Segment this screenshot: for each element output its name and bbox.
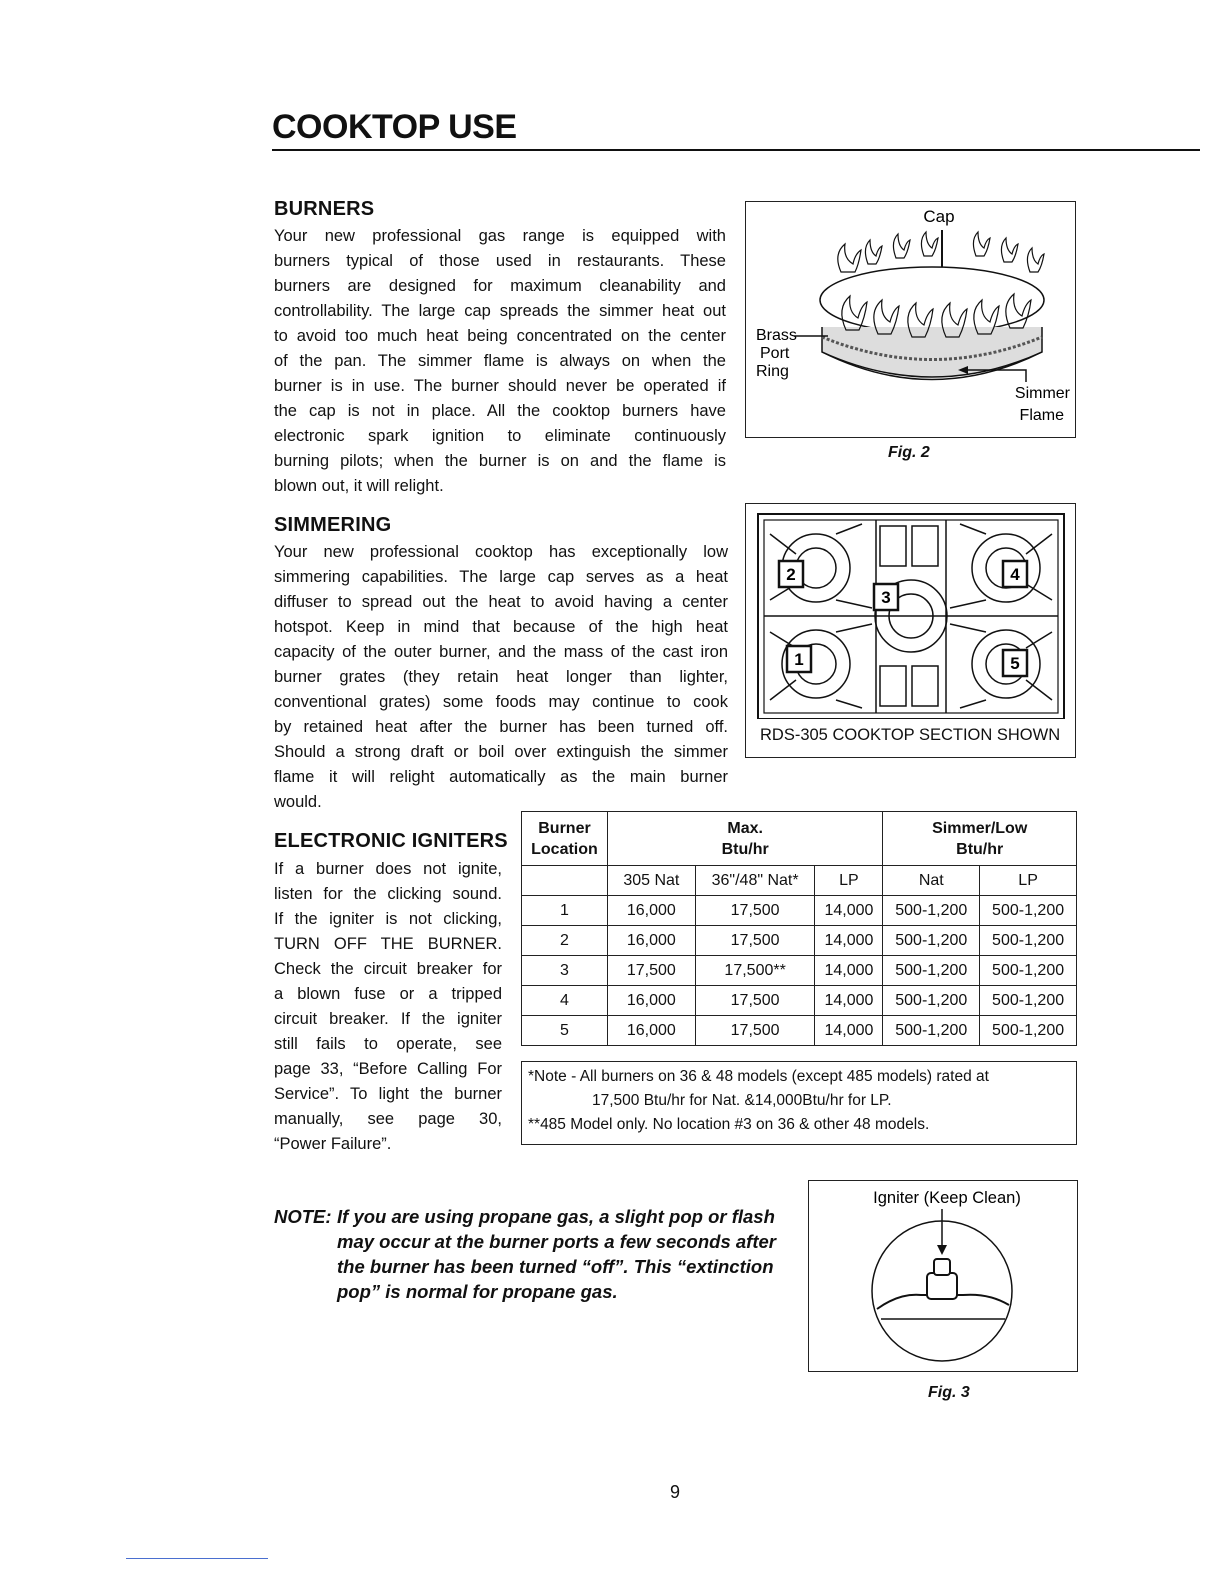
table-cell: Nat bbox=[883, 866, 980, 896]
table-cell: 14,000 bbox=[815, 986, 883, 1016]
table-row bbox=[522, 1016, 1077, 1046]
table-cell: 3 bbox=[522, 956, 608, 986]
text-line: conventional grates) some foods may continue to cook bbox=[274, 693, 728, 711]
burners-heading: BURNERS bbox=[274, 198, 375, 220]
cooktop-caption: RDS-305 COOKTOP SECTION SHOWN bbox=[760, 726, 1061, 744]
table-cell: 2 bbox=[522, 926, 608, 956]
text-line: would. bbox=[274, 793, 322, 811]
burner-5-number: 5 bbox=[1010, 654, 1020, 673]
table-row bbox=[522, 896, 1077, 926]
burner-diagram bbox=[745, 201, 1076, 438]
table-cell: 16,000 bbox=[607, 926, 695, 956]
burner-1-number: 1 bbox=[794, 650, 804, 669]
text-line: controllability. The large cap spreads the simmer heat out bbox=[274, 302, 726, 320]
footer-rule bbox=[126, 1558, 268, 1559]
flame-icon bbox=[838, 244, 861, 272]
title-rule bbox=[272, 149, 1200, 151]
text-line: a blown fuse or a tripped bbox=[274, 985, 502, 1003]
fig3-caption: Fig. 3 bbox=[928, 1384, 970, 1401]
text-line: circuit breaker. If the igniter bbox=[274, 1010, 502, 1028]
propane-note-label: NOTE: bbox=[274, 1206, 332, 1227]
table-row bbox=[522, 956, 1077, 986]
table-cell: 500-1,200 bbox=[980, 986, 1077, 1016]
text-line: Your new professional cooktop has exceptionally low bbox=[274, 543, 728, 561]
footnote-line: 17,500 Btu/hr for Nat. &14,000Btu/hr for LP. bbox=[592, 1092, 892, 1109]
igniter-body bbox=[927, 1273, 957, 1299]
text-line: “Power Failure”. bbox=[274, 1135, 392, 1153]
table-cell: 500-1,200 bbox=[883, 926, 980, 956]
igniter-diagram bbox=[808, 1180, 1078, 1372]
text-line: If a burner does not ignite, bbox=[274, 860, 502, 878]
text-line: simmering capabilities. The large cap serves as a heat bbox=[274, 568, 728, 586]
flame-icon bbox=[1001, 238, 1018, 262]
table-cell: 500-1,200 bbox=[980, 896, 1077, 926]
table-cell: 36"/48" Nat* bbox=[695, 866, 815, 896]
propane-note bbox=[337, 1204, 777, 1304]
table-cell: 16,000 bbox=[607, 986, 695, 1016]
text-line: listen for the clicking sound. bbox=[274, 885, 502, 903]
location-header: Burner Location bbox=[522, 812, 608, 866]
table-cell: 14,000 bbox=[815, 896, 883, 926]
text-line: TURN OFF THE BURNER. bbox=[274, 935, 502, 953]
text-line: the cap is not in place. All the cooktop burners have bbox=[274, 402, 726, 420]
table-cell: 14,000 bbox=[815, 926, 883, 956]
text-line: of the pan. The simmer flame is always on when the bbox=[274, 352, 726, 370]
text-line: to avoid too much heat being concentrated on the center bbox=[274, 327, 726, 345]
text-line: Service”. To light the burner bbox=[274, 1085, 502, 1103]
table-cell: 500-1,200 bbox=[883, 1016, 980, 1046]
table-cell: 500-1,200 bbox=[980, 1016, 1077, 1046]
flame-icon bbox=[973, 232, 990, 256]
table-cell: 500-1,200 bbox=[883, 986, 980, 1016]
table-cell: 17,500** bbox=[695, 956, 815, 986]
simmering-paragraph bbox=[274, 540, 728, 815]
table-cell: 305 Nat bbox=[607, 866, 695, 896]
simmer-label: Simmer bbox=[1014, 385, 1070, 402]
table-cell: 1 bbox=[522, 896, 608, 926]
text-line: diffuser to spread out the heat to avoid having a center bbox=[274, 593, 728, 611]
burner-illustration bbox=[746, 202, 1074, 436]
table-cell: 500-1,200 bbox=[980, 956, 1077, 986]
burner-3-number: 3 bbox=[881, 588, 891, 607]
propane-note-line: the burner has been turned “off”. This “extinction bbox=[337, 1256, 774, 1277]
page-number: 9 bbox=[670, 1482, 681, 1502]
table-cell: 16,000 bbox=[607, 896, 695, 926]
igniters-paragraph bbox=[274, 857, 502, 1157]
igniters-heading: ELECTRONIC IGNITERS bbox=[274, 830, 508, 852]
max-btu-header: Max. Btu/hr bbox=[607, 812, 882, 866]
simmer-btu-header: Simmer/Low Btu/hr bbox=[883, 812, 1077, 866]
igniter-label: Igniter (Keep Clean) bbox=[873, 1189, 1021, 1207]
cap-label: Cap bbox=[923, 207, 955, 226]
text-line: burner grates (they retain heat longer than lighter, bbox=[274, 668, 728, 686]
table-subheader-row bbox=[522, 866, 1077, 896]
table-cell: 14,000 bbox=[815, 956, 883, 986]
footnote-line: **485 Model only. No location #3 on 36 & other 48 models. bbox=[528, 1116, 930, 1133]
table-footnote bbox=[521, 1061, 1077, 1145]
text-line: Check the circuit breaker for bbox=[274, 960, 502, 978]
table-cell: LP bbox=[980, 866, 1077, 896]
propane-note-line: pop” is normal for propane gas. bbox=[337, 1281, 618, 1302]
table-cell: 14,000 bbox=[815, 1016, 883, 1046]
flame-icon bbox=[893, 234, 910, 258]
text-line: electronic spark ignition to eliminate continuously bbox=[274, 427, 726, 445]
flame-icon bbox=[921, 232, 938, 256]
footnote-line: *Note - All burners on 36 & 48 models (except 485 models) rated at bbox=[528, 1068, 989, 1085]
table-cell: 17,500 bbox=[695, 986, 815, 1016]
fig2-caption: Fig. 2 bbox=[888, 444, 930, 461]
btu-table bbox=[521, 811, 1077, 1046]
igniter-illustration bbox=[809, 1181, 1076, 1370]
table-cell: 500-1,200 bbox=[980, 926, 1077, 956]
text-line: by retained heat after the burner has been turned off. bbox=[274, 718, 728, 736]
table-cell: 17,500 bbox=[607, 956, 695, 986]
table-cell: 16,000 bbox=[607, 1016, 695, 1046]
table-cell: 17,500 bbox=[695, 1016, 815, 1046]
table-cell: 4 bbox=[522, 986, 608, 1016]
cooktop-grate-illustration bbox=[746, 504, 1074, 719]
flame-icon bbox=[865, 240, 882, 264]
table-row bbox=[522, 926, 1077, 956]
table-cell: 500-1,200 bbox=[883, 896, 980, 926]
table-row bbox=[522, 986, 1077, 1016]
text-line: burner is in use. The burner should never be operated if bbox=[274, 377, 726, 395]
text-line: flame it will relight automatically as the main burner bbox=[274, 768, 728, 786]
flame-icon bbox=[1027, 248, 1044, 272]
text-line: manually, see page 30, bbox=[274, 1110, 502, 1128]
text-line: still fails to operate, see bbox=[274, 1035, 502, 1053]
text-line: capacity of the outer burner, and the mass of the cast iron bbox=[274, 643, 728, 661]
burners-paragraph bbox=[274, 224, 726, 499]
propane-note-line: may occur at the burner ports a few seconds after bbox=[337, 1231, 776, 1252]
ring-label: Ring bbox=[756, 363, 789, 380]
burner-4-number: 4 bbox=[1010, 565, 1020, 584]
text-line: If the igniter is not clicking, bbox=[274, 910, 502, 928]
table-cell: 17,500 bbox=[695, 896, 815, 926]
burner-cap-outline bbox=[820, 267, 1044, 333]
text-line: blown out, it will relight. bbox=[274, 477, 444, 495]
table-cell: LP bbox=[815, 866, 883, 896]
table-cell: 17,500 bbox=[695, 926, 815, 956]
text-line: Should a strong draft or boil over extinguish the simmer bbox=[274, 743, 728, 761]
port-label: Port bbox=[760, 345, 790, 362]
propane-note-line: If you are using propane gas, a slight pop or flash bbox=[337, 1206, 775, 1227]
text-line: Your new professional gas range is equipped with bbox=[274, 227, 726, 245]
flame-label: Flame bbox=[1019, 407, 1064, 424]
table-cell: 500-1,200 bbox=[883, 956, 980, 986]
simmering-heading: SIMMERING bbox=[274, 514, 392, 536]
table-cell: 5 bbox=[522, 1016, 608, 1046]
text-line: burners are designed for maximum cleanability and bbox=[274, 277, 726, 295]
igniter-tip bbox=[934, 1259, 950, 1275]
brass-label: Brass bbox=[756, 327, 797, 344]
cooktop-section-diagram bbox=[745, 503, 1076, 758]
text-line: page 33, “Before Calling For bbox=[274, 1060, 502, 1078]
burner-2-number: 2 bbox=[786, 565, 796, 584]
text-line: burners typical of those used in restaurants. These bbox=[274, 252, 726, 270]
text-line: burning pilots; when the burner is on and the flame is bbox=[274, 452, 726, 470]
page-title: COOKTOP USE bbox=[272, 108, 517, 146]
table-cell bbox=[522, 866, 608, 896]
text-line: hotspot. Keep in mind that because of the high heat bbox=[274, 618, 728, 636]
table-header-row bbox=[522, 812, 1077, 866]
